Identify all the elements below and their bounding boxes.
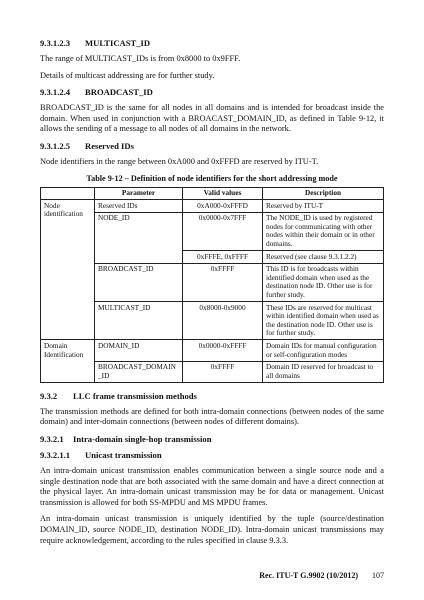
param-cell: Reserved IDs <box>95 200 183 213</box>
value-cell: 0xA000-0xFFFD <box>183 200 263 213</box>
section-title: BROADCAST_ID <box>85 87 153 98</box>
paragraph: An intra-domain unicast transmission is uniquely identified by the tuple (source/destination DOMAIN_ID, source NODE_ID, destination NODE_ID). Intra-domain unicast transmissions may require acknowledgement, according to the rules specified in clause 9.3.3. <box>40 514 384 545</box>
heading-intra-domain-single-hop <box>40 434 384 444</box>
recommendation-id: Rec. ITU-T G.9902 (10/2012) <box>259 571 358 580</box>
desc-cell: This ID is for broadcasts within identified domain when used as the destination node ID. Other use is for further study. <box>263 263 384 301</box>
section-title: Intra-domain single-hop transmission <box>73 434 212 445</box>
section-number: 9.3.2.1 <box>40 434 64 445</box>
desc-cell: Domain ID reserved for broadcast to all domains <box>263 361 384 382</box>
header-parameter: Parameter <box>95 187 183 200</box>
page-footer <box>259 571 384 580</box>
desc-cell: These IDs are reserved for multicast within identified domain when used as the destination node ID. Other use is for further study. <box>263 302 384 340</box>
section-title: MULTICAST_ID <box>85 38 151 48</box>
section-title: Reserved IDs <box>85 140 134 151</box>
section-title: LLC frame transmission methods <box>73 390 197 401</box>
paragraph: The transmission methods are defined for both intra-domain connections (between nodes of the same domain) and inter-domain connections (between nodes of different domains). <box>40 406 384 427</box>
heading-reserved-ids <box>40 141 384 151</box>
table-caption: Table 9-12 – Definition of node identifiers for the short addressing mode <box>86 173 338 183</box>
value-cell: 0x8000-0x9000 <box>183 302 263 340</box>
value-cell: 0x0000-0xFFFF <box>183 340 263 361</box>
value-cell: 0xFFFF <box>183 361 263 382</box>
paragraph: Details of multicast addressing are for further study. <box>40 70 215 80</box>
node-identifiers-table <box>40 187 384 383</box>
document-page <box>40 38 384 552</box>
section-number: 9.3.2.1.1 <box>40 450 71 461</box>
desc-cell: Reserved by ITU-T <box>263 200 384 213</box>
value-cell: 0x0000-0x7FFF <box>183 212 263 250</box>
header-description: Description <box>263 187 384 200</box>
page-number: 107 <box>372 571 384 580</box>
table-header-row <box>41 187 384 200</box>
desc-cell: The NODE_ID is used by registered nodes for communicating with other nodes within their domain or in other domains. <box>263 212 384 250</box>
section-number: 9.3.1.2.3 <box>40 38 71 48</box>
group-label: Node identification <box>41 200 95 340</box>
desc-cell: Domain IDs for manual configuration or self-configuration modes <box>263 340 384 361</box>
table-row <box>41 340 384 361</box>
param-cell: BROADCAST_DOMAIN_ID <box>95 361 183 382</box>
param-cell: MULTICAST_ID <box>95 302 183 340</box>
paragraph: BROADCAST_ID is the same for all nodes in all domains and is intended for broadcast inside the domain. When used in conjunction with a BROACAST_DOMAIN_ID, as defined in Table 9-12, it allows the sending of a message to all nodes of all domains in the network. <box>40 103 384 134</box>
param-cell: NODE_ID <box>95 212 183 263</box>
heading-multicast-id <box>40 38 384 48</box>
section-number: 9.3.1.2.5 <box>40 140 71 151</box>
param-cell: BROADCAST_ID <box>95 263 183 301</box>
value-cell: 0xFFFE, 0xFFFF <box>183 251 263 264</box>
desc-cell: Reserved (see clause 9.3.1.2.2) <box>263 251 384 264</box>
section-number: 9.3.1.2.4 <box>40 87 71 98</box>
group-label: Domain Identification <box>41 340 95 382</box>
header-valid-values: Valid values <box>183 187 263 200</box>
param-cell: DOMAIN_ID <box>95 340 183 361</box>
section-title: Unicast transmission <box>85 450 162 461</box>
section-number: 9.3.2 <box>40 390 58 401</box>
value-cell: 0xFFFF <box>183 263 263 301</box>
heading-llc-frame-transmission <box>40 391 384 401</box>
table-row <box>41 200 384 213</box>
header-empty <box>41 187 95 200</box>
heading-unicast-transmission <box>40 450 384 460</box>
heading-broadcast-id <box>40 87 384 97</box>
paragraph: Node identifiers in the range between 0xA000 and 0xFFFD are reserved by ITU-T. <box>40 156 319 166</box>
paragraph: The range of MULTICAST_IDs is from 0x8000 to 0x9FFF. <box>40 54 241 63</box>
paragraph: An intra-domain unicast transmission enables communication between a single source node and a single destination node that are both associated with the same domain and have a direct connection at the physical layer. An intra-domain unicast transmission may be for data or management. Unicast transmission is allowed for both SS-MPDU and MS MPDU frames. <box>40 466 384 507</box>
